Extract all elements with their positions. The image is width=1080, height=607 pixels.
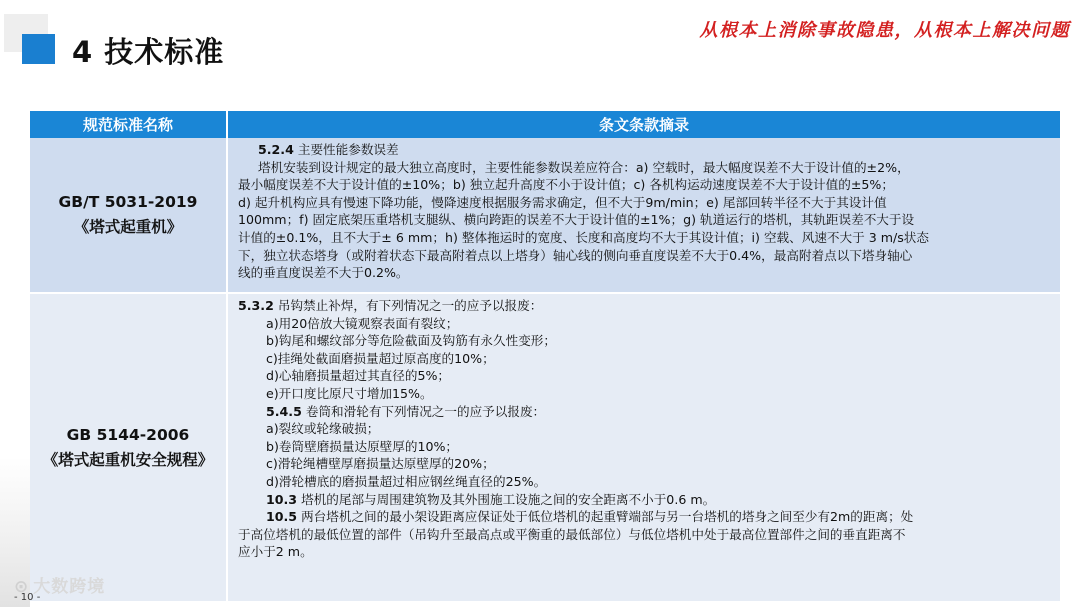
clause-line: 100mm；f) 固定底架压重塔机支腿纵、横向跨距的误差不大于设计值的±1%；g) 轨道运行的塔机，其轨距误差不大于设 — [238, 212, 915, 228]
clause-cell — [227, 293, 1060, 601]
clause-line: 塔机安装到设计规定的最大独立高度时，主要性能参数误差应符合：a) 空载时，最大幅度误差不大于设计值的±2%， — [258, 159, 910, 175]
clause-line: 10.5 两台塔机之间的最小架设距离应保证处于低位塔机的起重臂端部与另一台塔机的塔身之间至少有2m的距离；处 — [266, 509, 914, 525]
title-marker — [22, 34, 55, 64]
clause-line: c)滑轮绳槽壁厚磨损量达原壁厚的20%； — [266, 456, 495, 472]
standard-code: GB 5144-2006 — [66, 425, 190, 444]
page-title: 4 技术标准 — [72, 35, 225, 69]
clause-line: 于高位塔机的最低位置的部件（吊钩升至最高点或平衡重的最低部位）与低位塔机中处于最高位置部件之间的垂直距离不 — [238, 526, 906, 542]
standard-title: 《塔式起重机安全规程》 — [42, 450, 214, 469]
clause-line: b)钩尾和螺纹部分等危险截面及钩筋有永久性变形； — [266, 333, 556, 349]
watermark-logo-icon: ⊙ — [14, 577, 30, 597]
standard-name-cell — [30, 293, 227, 601]
clause-line: 计值的±0.1%，且不大于± 6 mm；h) 整体拖运时的宽度、长度和高度均不大于其设计值；i) 空载、风速不大于 3 m/s状态 — [238, 229, 929, 245]
table-header-row — [30, 111, 1060, 138]
clause-line: a)用20倍放大镜观察表面有裂纹； — [266, 315, 459, 331]
standard-title: 《塔式起重机》 — [73, 218, 183, 236]
clause-line: d)心轴磨损量超过其直径的5%； — [266, 368, 451, 384]
col-header-clause-excerpt: 条文条款摘录 — [227, 111, 1060, 138]
clause-line: c)挂绳处截面磨损量超过原高度的10%； — [266, 350, 495, 366]
col-header-standard-name: 规范标准名称 — [30, 111, 227, 138]
page-number: - 10 - — [14, 592, 41, 603]
watermark: ⊙ 大数跨境 — [14, 577, 106, 597]
clause-line: e)开口度比原尺寸增加15%。 — [266, 385, 433, 401]
clause-line: d) 起升机构应具有慢速下降功能，慢降速度根据服务需求确定，但不大于9m/min；e) 尾部回转半径不大于其设计值 — [238, 194, 887, 210]
standards-table — [30, 111, 1060, 601]
standard-name-cell — [30, 138, 227, 293]
clause-line: a)裂纹或轮缘破损； — [266, 421, 380, 437]
clause-line: 线的垂直度误差不大于0.2%。 — [238, 265, 409, 281]
clause-line: 应小于2 m。 — [238, 544, 313, 560]
clause-line: 5.2.4 主要性能参数误差 — [258, 142, 399, 157]
clause-line: 5.3.2 吊钩禁止补焊，有下列情况之一的应予以报废： — [238, 298, 543, 313]
table-row — [30, 138, 1060, 293]
standard-code: GB/T 5031-2019 — [58, 193, 198, 211]
clause-line: 10.3 塔机的尾部与周围建筑物及其外围施工设施之间的安全距离不小于0.6 m。 — [266, 491, 716, 507]
clause-line: 最小幅度误差不大于设计值的±10%；b) 独立起升高度不小于设计值；c) 各机构运动速度误差不大于设计值的±5%； — [238, 177, 894, 193]
clause-line: d)滑轮槽底的磨损量超过相应钢丝绳直径的25%。 — [266, 473, 547, 489]
clause-line: 下，独立状态塔身（或附着状态下最高附着点以上塔身）轴心线的侧向垂直度误差不大于0.4%，最高附着点以下塔身轴心 — [238, 247, 913, 263]
clause-line: 5.4.5 卷筒和滑轮有下列情况之一的应予以报废： — [266, 403, 546, 419]
table-row — [30, 293, 1060, 601]
slogan: 从根本上消除事故隐患，从根本上解决问题 — [699, 20, 1070, 41]
clause-cell — [227, 138, 1060, 293]
clause-line: b)卷筒壁磨损量达原壁厚的10%； — [266, 438, 459, 454]
